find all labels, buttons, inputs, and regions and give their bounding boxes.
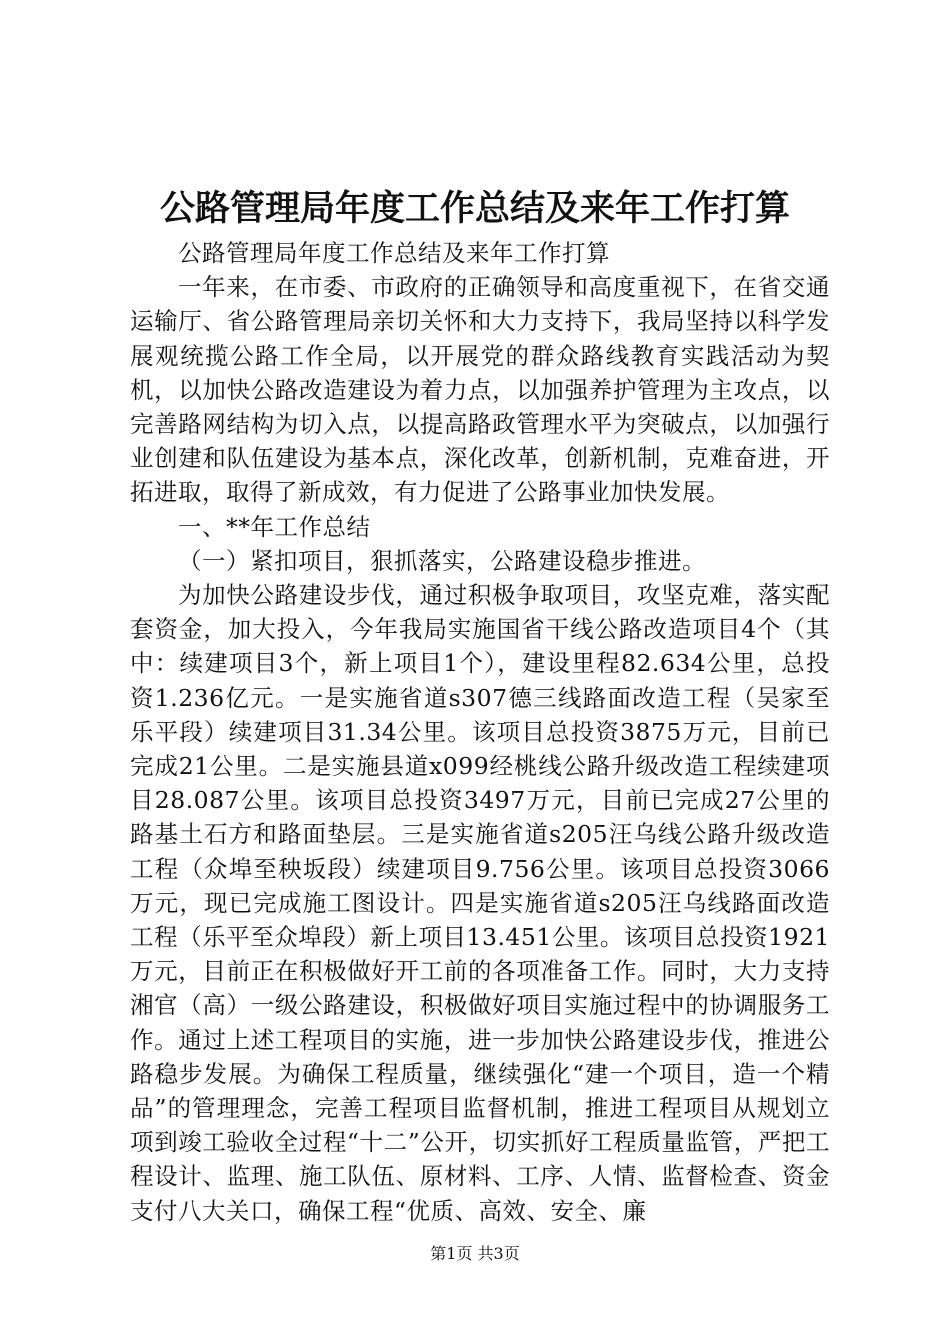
section-heading: 一、**年工作总结 — [178, 512, 371, 541]
document-title: 公路管理局年度工作总结及来年工作打算 — [159, 189, 790, 229]
page-number-footer: 第1页 共3页 — [430, 1244, 520, 1263]
subsection-heading: （一）紧扣项目，狠抓落实，公路建设稳步推进。 — [178, 546, 706, 575]
paragraph-subtitle: 公路管理局年度工作总结及来年工作打算 — [178, 239, 610, 267]
document-body — [130, 236, 830, 1228]
paragraph-body: 为加快公路建设步伐，通过积极争取项目，攻坚克难，落实配套资金，加大投入，今年我局实施国省干线公路改造项目4个（其中：续建项目3个，新上项目1个），建设里程82.634公里，总投资1.236亿元。一是实施省道s307德三线路面改造工程（吴家至乐平段）续建项目31.34公里。该项目总投资3875万元，目前已完成21公里。二是实施县道x099经桃线公路升级改造工程续建项目28.087公里。该项目总投资3497万元，目前已完成27公里的路基土石方和路面垫层。三是实施省道s205汪乌线公路升级改造工程（众埠至秧坂段）续建项目9.756公里。该项目总投资3066万元，现已完成施工图设计。四是实施省道s205汪乌线路面改造工程（乐平至众埠段）新上项目13.451公里。该项目总投资1921万元，目前正在积极做好开工前的各项准备工作。同时，大力支持湘官（高）一级公路建设，积极做好项目实施过程中的协调服务工作。通过上述工程项目的实施，进一步加快公路建设步伐，推进公路稳步发展。为确保工程质量，继续强化“建一个项目，造一个精品”的管理理念，完善工程项目监督机制，推进工程项目从规划立项到竣工验收全过程“十二”公开，切实抓好工程质量监管，严把工程设计、监理、施工队伍、原材料、工序、人情、监督检查、资金支付八大关口，确保工程“优质、高效、安全、廉 — [130, 581, 830, 1225]
paragraph-intro: 一年来，在市委、市政府的正确领导和高度重视下，在省交通运输厅、省公路管理局亲切关怀和大力支持下，我局坚持以科学发展观统揽公路工作全局，以开展党的群众路线教育实践活动为契机，以加快公路改造建设为着力点，以加强养护管理为主攻点，以完善路网结构为切入点，以提高路政管理水平为突破点，以加强行业创建和队伍建设为基本点，深化改革，创新机制，克难奋进，开拓进取，取得了新成效，有力促进了公路事业加快发展。 — [130, 273, 830, 507]
